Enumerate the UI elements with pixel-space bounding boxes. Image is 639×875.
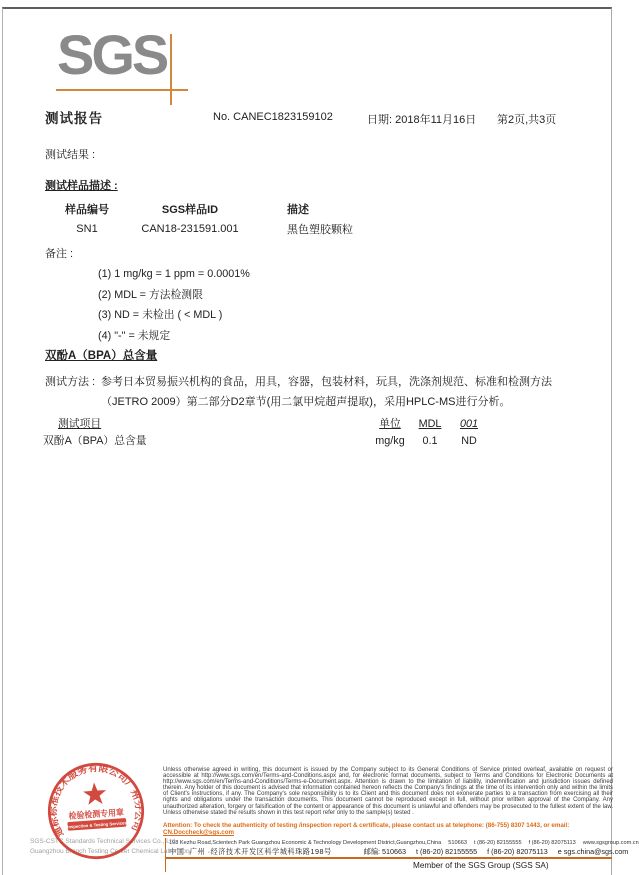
results-heading: 测试结果 : — [45, 149, 96, 161]
attention-text: Attention: To check the authenticity of testing /inspection report & certificate, please contact us at telephone: (86-755) 8307 1443, or email: — [163, 822, 570, 829]
test-method-label: 测试方法 : — [45, 376, 96, 388]
note-item: (3) ND = 未检出 ( < MDL ) — [98, 309, 223, 322]
note-item: (4) "-" = 未规定 — [98, 330, 171, 343]
notes-heading: 备注 : — [45, 248, 74, 260]
laboratory-name-line: Guangzhou Branch Testing Center Chemical Laboratory — [30, 848, 192, 855]
bpa-section-heading: 双酚A（BPA）总含量 — [45, 350, 158, 362]
legal-disclaimer-text: Unless otherwise agreed in writing, this document is issued by the Company subject to its General Conditions of Service printed overleaf, available on request or accessible at http://www.sgs.com/en/Terms-and-Conditions.aspx and, for electronic format documents, subject to Terms and Conditions for Electronic Documents at http://www.sgs.com/en/Terms-and-Conditions/Terms-e-Document.aspx. Attention is drawn to the limitation of liability, indemnification and jurisdiction issues defined therein. Any holder of this document is advised that information contained hereon reflects the Company's findings at the time of its intervention only and within the limits of Client's instructions, if any. The Company's sole responsibility is to its Client and this document does not exonerate parties to a transaction from exercising all their rights and obligations under the transaction documents. This document cannot be reproduced except in full, without prior written approval of the Company. Any unauthorized alteration, forgery or falsification of the content or appearance of this document is unlawful and offenders may be prosecuted to the fullest extent of the law. Unless otherwise stated the results shown in this test report refer only to the sample(s) tested . — [163, 767, 613, 816]
sample-table-header: 描述 — [287, 204, 309, 216]
email-cn: e sgs.china@sgs.com — [557, 847, 629, 856]
sample-id-cell: SN1 — [76, 223, 98, 235]
logo-vertical-rule — [170, 34, 172, 105]
stamp-arc-text: 通标标准技术服务有限公司广州分公司 — [48, 763, 145, 839]
sample-description-heading: 测试样品描述 : — [45, 180, 118, 192]
inspection-stamp-seal — [37, 756, 156, 866]
sample-description-cell: 黑色塑胶颗粒 — [287, 224, 353, 236]
address-line-en — [169, 840, 639, 846]
street-address-en: 198 Kezhu Road,Scientech Park Guangzhou Economic & Technology Development District,Guangzhou,China — [169, 840, 442, 846]
result-table-header-row — [40, 415, 493, 432]
note-item: (1) 1 mg/kg = 1 ppm = 0.0001% — [98, 268, 250, 280]
notes-list — [98, 264, 250, 347]
stamp-star-icon — [83, 782, 107, 805]
logo-horizontal-rule — [56, 89, 188, 91]
stamp-center-text: 检验检测专用章 — [68, 806, 130, 821]
sgs-member-text: Member of the SGS Group (SGS SA) — [413, 861, 549, 870]
telephone-cn: t (86-20) 82155555 — [416, 847, 478, 856]
sample-table-header-row — [45, 199, 353, 219]
test-item-cell: 双酚A（BPA）总含量 — [43, 435, 147, 447]
unit-cell: mg/kg — [375, 434, 405, 447]
page-title: 测试报告 — [45, 111, 103, 126]
result-table-header — [40, 416, 365, 431]
sgs-logo: SGS — [57, 23, 167, 86]
website-url: www.sgsgroup.com.cn — [582, 840, 639, 846]
stamp-banner-text: Inspection & Testing Services — [67, 820, 127, 830]
footer-orange-rule — [166, 857, 612, 859]
result-cell: ND — [461, 434, 477, 447]
postal-code-cn: 邮编: 510663 — [363, 847, 407, 856]
street-address-cn: 中国 ·广州 ·经济技术开发区科学城科珠路198号 — [169, 847, 332, 856]
report-date: 日期: 2018年11月16日 — [367, 114, 477, 126]
sample-table-header: SGS样品ID — [161, 204, 219, 216]
result-table — [40, 415, 493, 449]
result-table-header-label: 测试项目 — [58, 418, 102, 430]
attention-notice — [163, 822, 613, 836]
telephone-en: t (86-20) 82155555 — [473, 840, 522, 846]
fax-cn: f (86-20) 82075113 — [487, 847, 548, 856]
note-item: (2) MDL = 方法检测限 — [98, 288, 203, 301]
result-table-header: 001 — [459, 417, 478, 430]
result-table-header: 单位 — [379, 418, 401, 430]
result-table-header: MDL — [418, 417, 442, 430]
mdl-cell: 0.1 — [422, 434, 438, 447]
test-method-block — [45, 372, 579, 412]
report-number: No. CANEC1823159102 — [213, 111, 333, 123]
test-method-text: 参考日本贸易振兴机构的食品，用具，容器，包装材料，玩具，洗涤剂规范、标准和检测方法（JETRO 2009）第二部分D2章节(用二氯甲烷超声提取)，采用HPLC-MS进行分析。 — [101, 376, 552, 408]
result-table-row — [40, 432, 493, 449]
postal-code-en: 510663 — [448, 840, 467, 846]
address-line-cn — [169, 847, 629, 857]
sample-table-row — [45, 219, 353, 239]
fax-en: f (86-20) 82075113 — [528, 840, 576, 846]
sample-table-header: 样品编号 — [65, 204, 109, 216]
company-name-line: SGS-CSTC Standards Technical Services Co., Ltd. — [30, 838, 177, 845]
sgs-sample-id-cell: CAN18-231591.001 — [141, 223, 239, 235]
page-number-info: 第2页,共3页 — [497, 114, 557, 126]
doccheck-email-link: CN.Doccheck@sgs.com — [163, 829, 235, 836]
sample-table — [45, 199, 353, 239]
